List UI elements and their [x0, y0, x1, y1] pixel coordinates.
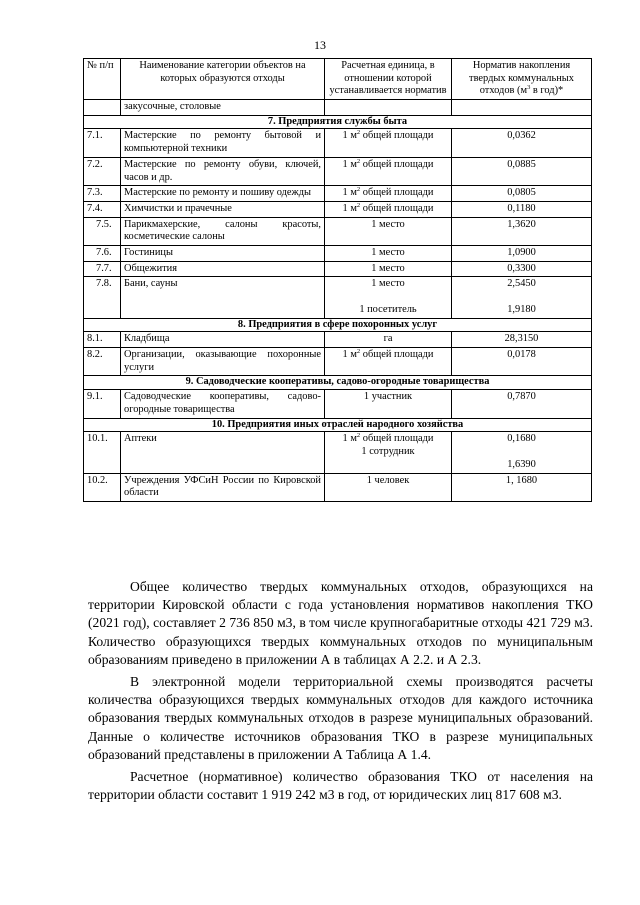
row-name: Общежития [121, 261, 325, 277]
row-name: Садоводческие кооперативы, садово-огородные товарищества [121, 390, 325, 418]
row-number: 8.2. [84, 348, 121, 376]
row-number: 7.2. [84, 157, 121, 185]
row-name: Парикмахерские, салоны красоты, косметические салоны [121, 217, 325, 245]
row-unit: 1 $м^2$ общей площади [325, 201, 452, 217]
table-row [84, 217, 592, 245]
row-norm [452, 432, 592, 473]
norm-line-1: 0,1680 [507, 433, 536, 445]
norm-line-2: 1,9180 [507, 304, 536, 315]
header-norm-text: Норматив накопления твердых коммунальных отходов (м [469, 60, 574, 97]
row-norm: 1,0900 [452, 245, 592, 261]
row-norm: 1, 1680 [452, 473, 592, 501]
row-unit [325, 277, 452, 318]
norm-line-1: 2,5450 [507, 278, 536, 290]
row-name: Мастерские по ремонту обуви, ключей, часов и др. [121, 157, 325, 185]
row-norm: 0,0885 [452, 157, 592, 185]
row-norm: 0,3300 [452, 261, 592, 277]
row-number: 7.4. [84, 201, 121, 217]
header-number: № п/п [84, 59, 121, 100]
row-norm: 0,7870 [452, 390, 592, 418]
unit-line-2: 1 сотрудник [361, 445, 415, 457]
row-name: Организации, оказывающие похоронные услуги [121, 348, 325, 376]
table-row [84, 245, 592, 261]
section-title: 7. Предприятия службы быта [84, 115, 592, 129]
row-unit: га [325, 332, 452, 348]
section-title: 10. Предприятия иных отраслей народного хозяйства [84, 418, 592, 432]
row-number: 7.7. [84, 261, 121, 277]
row-name: Учреждения УФСиН России по Кировской области [121, 473, 325, 501]
body-text [88, 578, 593, 808]
row-unit: 1 $м^2$ общей площади [325, 186, 452, 202]
row-norm: 28,3150 [452, 332, 592, 348]
table-row [84, 261, 592, 277]
section-row-7 [84, 115, 592, 129]
header-category: Наименование категории объектов на которых образуются отходы [121, 59, 325, 100]
row-norm: 0,0805 [452, 186, 592, 202]
row-norm: 0,1180 [452, 201, 592, 217]
row-unit: 1 человек [325, 473, 452, 501]
table-row [84, 129, 592, 157]
row-number: 7.6. [84, 245, 121, 261]
row-name: Химчистки и прачечные [121, 201, 325, 217]
row-name: Бани, сауны [121, 277, 325, 318]
row-unit [325, 432, 452, 473]
row-unit: 1 место [325, 217, 452, 245]
header-norm [452, 59, 592, 100]
row-number: 7.1. [84, 129, 121, 157]
table-row [84, 201, 592, 217]
table-row [84, 473, 592, 501]
row-norm: 0,0178 [452, 348, 592, 376]
row-unit: 1 место [325, 261, 452, 277]
unit-line-2: 1 посетитель [359, 304, 417, 315]
row-unit: 1 место [325, 245, 452, 261]
header-unit: Расчетная единица, в отношении которой устанавливается норматив [325, 59, 452, 100]
table-row [84, 348, 592, 376]
row-name: закусочные, столовые [121, 100, 325, 116]
table-row [84, 277, 592, 318]
accumulation-norms-table [83, 58, 592, 502]
table-row [84, 157, 592, 185]
row-unit: 1 участник [325, 390, 452, 418]
unit-line-1: 1 место [371, 278, 405, 290]
row-unit: 1 $м^2$ общей площади [325, 129, 452, 157]
page-number: 13 [314, 38, 326, 52]
row-number: 10.2. [84, 473, 121, 501]
norm-line-2: 1,6390 [507, 458, 536, 470]
row-number: 8.1. [84, 332, 121, 348]
section-row-8 [84, 318, 592, 332]
row-number: 7.3. [84, 186, 121, 202]
row-norm [452, 277, 592, 318]
paragraph: В электронной модели территориальной схемы производятся расчеты количества образующихся твердых коммунальных отходов для каждого источника образования твердых коммунальных отходов в разрезе муниципальных образований. Данные о количестве источников образования ТКО в разрезе муниципальных образований представлены в приложении А Таблица А 1.4. [88, 674, 593, 762]
row-unit: 1 $м^2$ общей площади [325, 348, 452, 376]
table-header-row [84, 59, 592, 100]
row-name: Мастерские по ремонту бытовой и компьютерной техники [121, 129, 325, 157]
section-title: 8. Предприятия в сфере похоронных услуг [84, 318, 592, 332]
section-row-9 [84, 376, 592, 390]
paragraph: Общее количество твердых коммунальных отходов, образующихся на территории Кировской области с года установления нормативов накопления ТКО (2021 год), составляет 2 736 850 м3, в том числе крупногабаритные отходы 421 729 м3. Количество образующихся твердых коммунальных отходов по муниципальным образованиям приведено в приложении А в таблицах А 2.2. и А 2.3. [88, 579, 593, 667]
row-number: 9.1. [84, 390, 121, 418]
row-number: 7.8. [84, 277, 121, 318]
table-row [84, 186, 592, 202]
table-row [84, 332, 592, 348]
row-name: Кладбища [121, 332, 325, 348]
section-row-10 [84, 418, 592, 432]
table-row [84, 100, 592, 116]
unit-line-1: 1 $м^2$ общей площади [342, 432, 434, 445]
paragraph: Расчетное (нормативное) количество образования ТКО от населения на территории области составит 1 919 242 м3 в год, от юридических лиц 817 608 м3. [88, 769, 593, 803]
row-norm: 0,0362 [452, 129, 592, 157]
table-row [84, 390, 592, 418]
header-norm-text-end: в год)* [530, 85, 564, 97]
section-title: 9. Садоводческие кооперативы, садово-огородные товарищества [84, 376, 592, 390]
row-name: Мастерские по ремонту и пошиву одежды [121, 186, 325, 202]
row-number: 10.1. [84, 432, 121, 473]
row-name: Гостиницы [121, 245, 325, 261]
row-number: 7.5. [84, 217, 121, 245]
table-row [84, 432, 592, 473]
header-norm-sup: 3 [527, 84, 531, 92]
row-unit: 1 $м^2$ общей площади [325, 157, 452, 185]
row-norm: 1,3620 [452, 217, 592, 245]
row-name: Аптеки [121, 432, 325, 473]
